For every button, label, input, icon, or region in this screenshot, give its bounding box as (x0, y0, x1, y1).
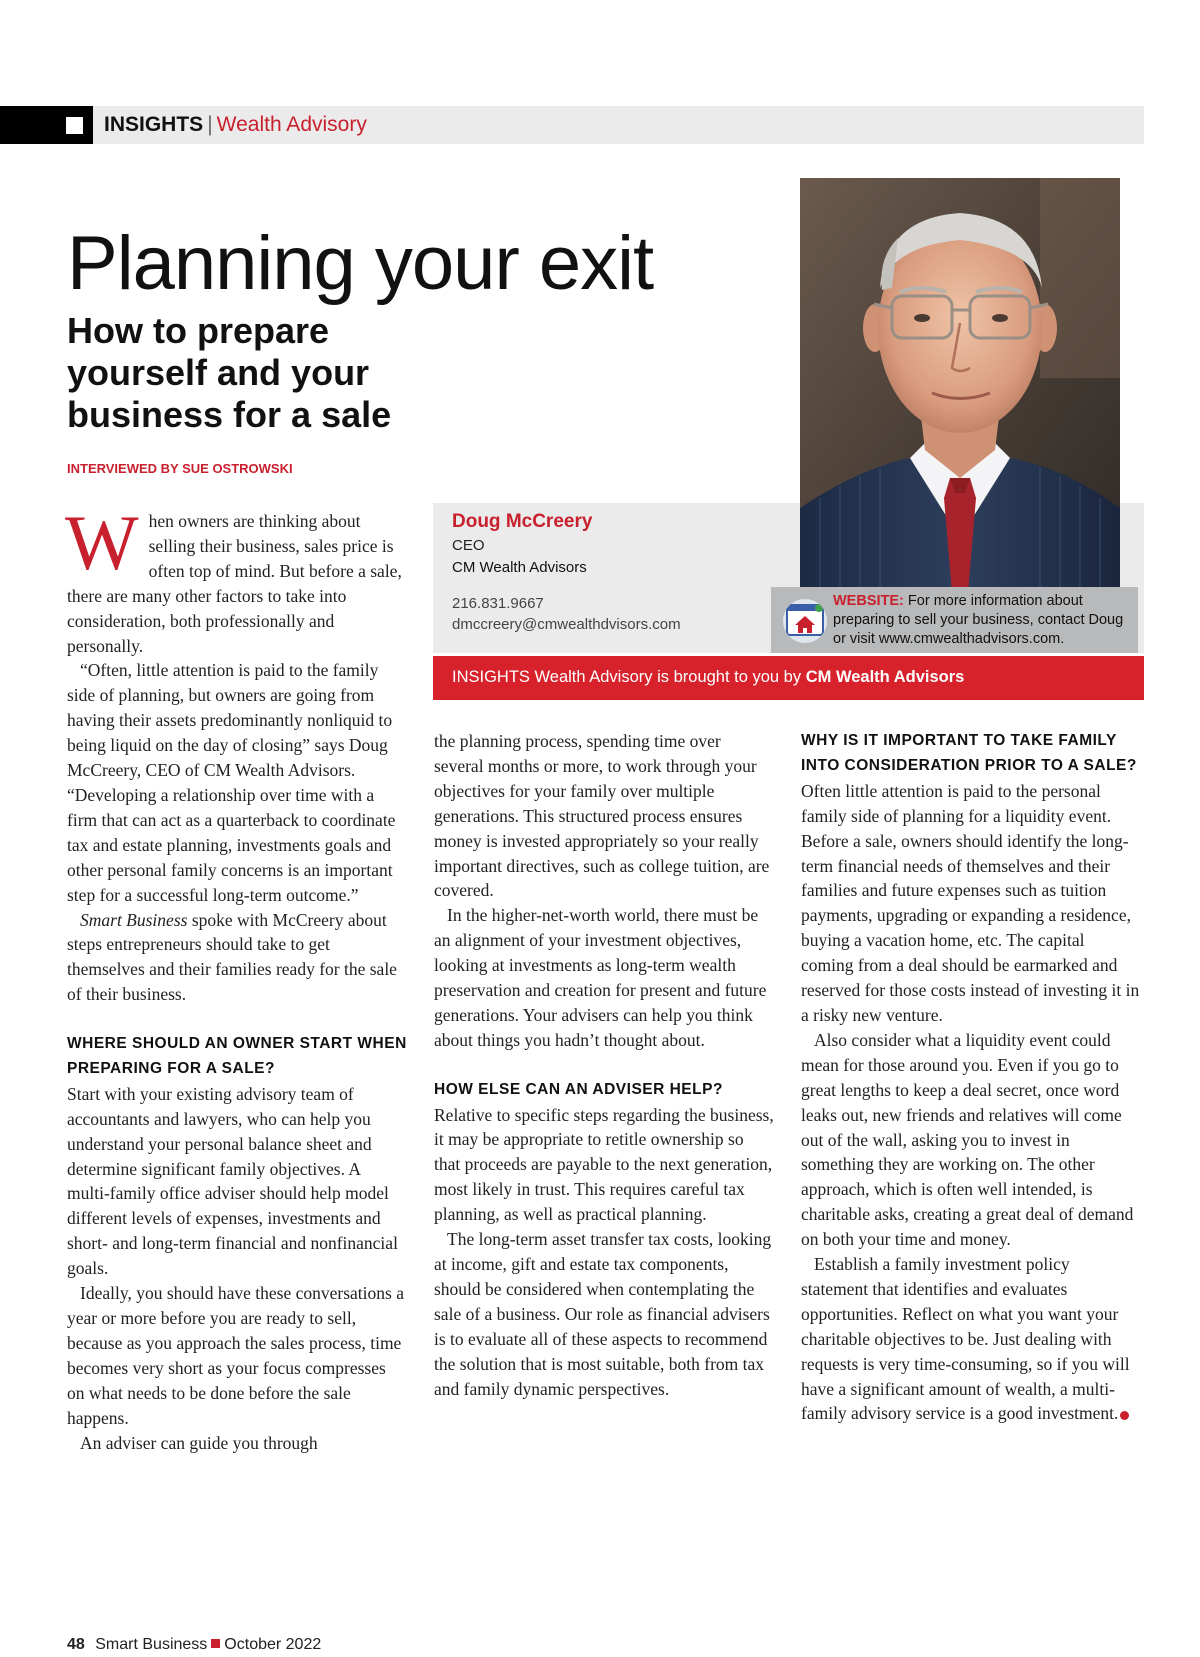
article-column-1 (65, 499, 407, 1455)
publication-italic: Smart Business (80, 909, 188, 930)
header-separator: | (207, 113, 213, 136)
body-paragraph: Start with your existing advisory team of accountants and lawyers, who can help you understand your personal balance sheet and determine significant family objectives. A multi-family office adviser should help model different levels of expenses, investments and short- and long-term financial and nonfinancial goals. (67, 1083, 398, 1279)
sponsor-intro: INSIGHTS Wealth Advisory is brought to you by (452, 668, 802, 686)
section-header-bar (0, 106, 1144, 144)
article-column-3 (801, 729, 1141, 1426)
website-text (833, 592, 1133, 649)
article-column-2 (434, 729, 774, 1401)
contact-phone: 216.831.9667 (452, 595, 544, 612)
body-paragraph: “Often, little attention is paid to the family side of planning, but owners are going from having their assets predominantly nonliquid to being liquid on the day of closing” says Doug McCreery, CEO of CM Wealth Advisors. “Developing a relationship over time with a firm that can act as a quarterback to coordinate tax and estate planning, investments goals and other personal family concerns is an important step for a successful long-term outcome.” (67, 660, 396, 905)
body-text: Establish a family investment policy statement that identifies and evaluates opportunities. Reflect on what you want your charitable objectives to be. Just dealing with requests is very time-consuming, so if you will have a significant amount of wealth, a multi-family advisory service is a good investment. (801, 1254, 1130, 1424)
body-paragraph: Also consider what a liquidity event could mean for those around you. Even if you go to great lengths to keep a deal secret, once word leaks out, new friends and relatives will come out of the wall, asking you to invest in something they are working on. The other approach, which is often well intended, is charitable asks, creating a great deal of demand on both your time and money. (801, 1029, 1134, 1250)
body-paragraph: An adviser can guide you through (80, 1432, 318, 1453)
end-mark-icon (1120, 1411, 1129, 1420)
footer-square-icon (211, 1639, 220, 1648)
header-insights: INSIGHTS (104, 113, 204, 136)
drop-cap: W (65, 499, 139, 586)
contact-company: CM Wealth Advisors (452, 559, 587, 576)
body-paragraph (801, 1252, 1141, 1426)
contact-name: Doug McCreery (452, 511, 593, 532)
body-paragraph: The long-term asset transfer tax costs, looking at income, gift and estate tax components, should be considered when contemplating the sale of a business. Our role as financial advisers is to evaluate all of these aspects to recommend the solution that is most suitable, both from tax and family dynamic perspectives. (434, 1229, 772, 1399)
sponsor-name: CM Wealth Advisors (805, 668, 965, 686)
article-subtitle: How to prepare yourself and your business for a sale (67, 310, 392, 435)
section-label (104, 113, 367, 137)
contact-title: CEO (452, 537, 485, 554)
article-title: Planning your exit (67, 221, 654, 306)
website-house-icon (783, 599, 827, 643)
website-callout (771, 587, 1138, 653)
body-text: spoke with McCreery about steps entrepreneurs should take to get themselves and their families ready for the sale of their business. (67, 909, 397, 1005)
body-paragraph: Ideally, you should have these conversations a year or more before you are ready to sell, because as you approach the sales process, time becomes very short as your focus compresses on what needs to be done before the sale happens. (67, 1283, 404, 1428)
section-heading: WHY IS IT IMPORTANT TO TAKE FAMILY INTO CONSIDERATION PRIOR TO A SALE? (801, 732, 1137, 774)
website-description[interactable]: For more information about preparing to sell your business, contact Doug or visit www.cmwealthadvisors.com. (833, 593, 1124, 647)
body-paragraph: Often little attention is paid to the personal family side of planning for a liquidity event. Before a sale, owners should identify the long-term financial needs of themselves and their families and future expenses such as tuition payments, upgrading or expanding a residence, buying a vacation home, etc. The capital coming from a deal should be earmarked and reserved for those costs instead of investing it in a risky new venture. (801, 780, 1140, 1025)
contact-email[interactable]: dmccreery@cmwealthdvisors.com (452, 616, 681, 633)
body-paragraph: In the higher-net-worth world, there must be an alignment of your investment objectives, looking at investments as long-term wealth preservation and creation for present and future generations. Your advisers can help you think about things you hadn’t thought about. (434, 905, 767, 1050)
section-heading: WHERE SHOULD AN OWNER START WHEN PREPARING FOR A SALE? (67, 1035, 407, 1077)
section-heading: HOW ELSE CAN AN ADVISER HELP? (434, 1080, 723, 1098)
page-number: 48 (67, 1636, 85, 1653)
article-byline: INTERVIEWED BY SUE OSTROWSKI (67, 461, 293, 476)
header-black-block (0, 106, 93, 144)
intro-text: hen owners are thinking about selling their business, sales price is often top of mind. But before a sale, there are many other factors to take into consideration, both professionally and personally. (67, 511, 402, 656)
sponsor-bar (433, 656, 1144, 700)
sponsor-bar-text (452, 668, 964, 687)
portrait-photo (800, 178, 1120, 593)
body-paragraph: Relative to specific steps regarding the business, it may be appropriate to retitle ownership so that proceeds are payable to the next generation, most likely in trust. This requires careful tax planning, as well as practical planning. (434, 1104, 774, 1225)
body-paragraph (67, 908, 407, 1008)
body-paragraph: the planning process, spending time over several months or more, to work through your objectives for your family over multiple generations. This structured process ensures money is invested appropriately so your really important directives, such as college tuition, are covered. (434, 731, 770, 901)
website-label: WEBSITE: (833, 593, 904, 609)
footer-date: October 2022 (224, 1636, 322, 1653)
intro-paragraph (65, 499, 407, 658)
header-section-name: Wealth Advisory (216, 113, 367, 136)
page-footer (67, 1636, 321, 1654)
footer-publication: Smart Business (95, 1636, 208, 1653)
portrait-illustration (800, 178, 1120, 593)
square-icon (66, 117, 83, 134)
